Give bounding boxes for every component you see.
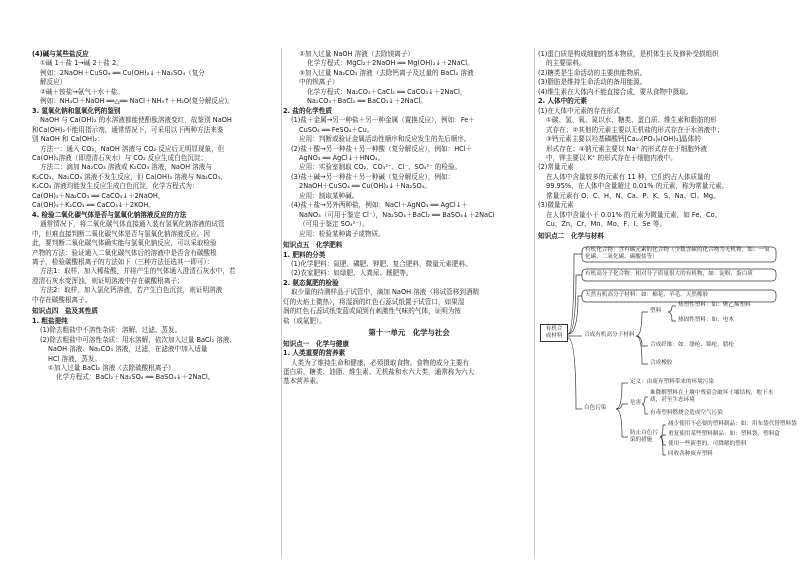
equation: AgNO₃ ══ AgCl↓＋HNO₃。 xyxy=(299,153,385,162)
text-line: K₂CO₃、Na₂CO₃ 溶液不发生反应，但 Ca(OH)₂ 溶液与 Na₂CO₃、 xyxy=(32,172,227,181)
mind-map-node: 危害 xyxy=(630,400,642,407)
text-line: K₂CO₃ 溶液均能发生反应生成白色沉淀，化学方程式为： xyxy=(32,182,199,191)
knowledge-point-heading: 知识点五 化学肥料 xyxy=(283,241,343,250)
text-line: NaOH 溶液、Na₂CO₃ 溶液，过滤，在滤液中加入适量 xyxy=(48,345,208,354)
mind-map-node: 合成橡胶 xyxy=(650,360,673,367)
text-line: (2)常量元素 xyxy=(538,163,574,172)
text-line: 盐（或氮肥）。 xyxy=(283,316,326,325)
mind-map-node: 有机化合物：含有碳元素的化合物（少数含碳的化合物为无机物，如：一氧化碳、二氧化碳、碳酸盐等） xyxy=(585,247,770,261)
text-line: ①碳、氢、氧、氮以水、糖类、蛋白质、维生素和脂肪的形 xyxy=(546,116,717,125)
mind-map-root: 有机合成材料 xyxy=(540,324,568,342)
equation: Ca(OH)₂＋Na₂CO₃ ══ CaCO₃↓＋2NaOH， xyxy=(32,191,165,200)
text-line: (3)盐＋碱→另一种盐＋另一种碱（复分解反应），例如： xyxy=(291,172,455,181)
mind-map-node: 热固性塑料：如：电木 xyxy=(678,317,734,324)
text-line: 澄清石灰水变浑浊，则证明溶液中存在碳酸根离子； xyxy=(32,276,184,285)
text-line: 方法1：取样，加入稀盐酸，并将产生的气体通入澄清石灰水中，若 xyxy=(40,267,236,276)
text-line: (1)在人体中元素的存在形式 xyxy=(538,106,620,115)
section-heading: 2. 盐的化学性质 xyxy=(283,106,332,115)
text-line: 形式存在；④钠元素主要以 Na⁺ 的形式存在于细胞外液 xyxy=(546,144,708,153)
text-line: (3)脂肪是维持生命活动的备用能源。 xyxy=(538,78,647,87)
text-line: Cu、Zn、Cr、Mn、Mo、F、I、Se 等。 xyxy=(546,220,666,229)
mind-map-node: 难降解塑料在土壤中残留会破坏土壤结构，地下水质，甚至生态环境 xyxy=(650,390,774,404)
knowledge-point-heading: 知识点一 化学与健康 xyxy=(283,339,349,348)
equation: Na₂CO₃＋BaCl₂ ══ BaCO₃↓＋2NaCl。 xyxy=(307,97,427,106)
mind-map-node: 塑料 xyxy=(650,308,662,315)
text-line: 方法二：滴加 Na₂CO₃ 溶液或 K₂CO₃ 溶液，NaOH 溶液与 xyxy=(40,163,212,172)
mind-map-node: 定义：由废弃塑料带来的环境污染 xyxy=(630,379,714,386)
text-line: 基本营养素。 xyxy=(283,377,323,386)
text-line: 产物的方法：验证通入二氧化碳气体后的溶液中是否含有碳酸根 xyxy=(32,248,217,257)
text-line: (4)盐＋盐→另外两种盐，例如：NaCl＋AgNO₃ ══ AgCl↓＋ xyxy=(291,201,468,210)
text-line: 方法一：通入 CO₂，NaOH 溶液与 CO₂ 反应后无明显现象，但 xyxy=(40,144,225,153)
equation: 化学方程式：MgCl₂＋2NaOH ══ Mg(OH)₂↓＋2NaCl。 xyxy=(307,59,474,68)
equation: CuSO₄ ══ FeSO₄＋Cu。 xyxy=(299,125,374,134)
mind-map-node: 使用一些新型的、可降解的塑料 xyxy=(668,441,747,448)
knowledge-point-heading: 知识点四 盐及其性质 xyxy=(32,307,98,316)
text-line: (1)盐＋金属→另一种盐＋另一种金属（置换反应），例如：Fe＋ xyxy=(291,116,475,125)
text-line: (2)盐＋酸→另一种盐＋另一种酸（复分解反应），例如：HCl＋ xyxy=(291,144,473,153)
mind-map-node: 有机高分子化合物：相对分子质量很大的有机物，如：淀粉、蛋白质 xyxy=(585,271,753,278)
section-heading: 3. 氢氧化钠和氢氧化钙的鉴别 xyxy=(32,106,121,115)
section-heading: 1. 人类重要的营养素 xyxy=(283,349,346,358)
mind-map-node: 天然有机高分子材料：如：棉花、羊毛、天然橡胶 xyxy=(585,292,709,299)
mind-map-node: 回收各种废弃塑料 xyxy=(668,451,713,458)
text-line: 蛋白质、糖类、油脂、维生素、无机盐和水六大类，通常称为六大 xyxy=(283,367,475,376)
text-line: ②碱＋铵盐→氨气＋水＋盐。 xyxy=(40,87,124,96)
text-line: 通常情况下，将二氧化碳气体直接通入装有氢氧化钠溶液的试管 xyxy=(40,220,225,229)
section-heading: 1. 肥料的分类 xyxy=(283,250,326,259)
text-line: (3)微量元素 xyxy=(538,201,574,210)
text-line: NaOH 与 Ca(OH)₂ 的水溶液都能使酚酞溶液变红，故鉴别 NaOH xyxy=(40,116,232,125)
text-line: 中的钡离子） xyxy=(299,78,339,87)
text-line: 99.95%，在人体中含量超过 0.01% 的元素，称为常量元素。 xyxy=(546,182,729,191)
text-line: 应用：判断或验证金属活动性顺序和反应发生的先后顺序。 xyxy=(299,135,471,144)
column-3 xyxy=(538,50,797,464)
text-line: 应用：实验室制取 CO₂、CO₃²⁻、Cl⁻、SO₄²⁻ 的检验。 xyxy=(299,163,462,172)
mind-map-node: 重复使用某些塑料制品：如：塑料袋、塑料盒 xyxy=(668,431,780,438)
text-line: 取少量的待测样品于试管中，滴加 NaOH 溶液（将试管移到酒精 xyxy=(291,288,480,297)
text-line: ①加入过量 BaCl₂ 溶液（去除硫酸根离子） xyxy=(48,363,175,372)
text-line: ②加入过量 NaOH 溶液（去除镁离子） xyxy=(299,50,414,58)
text-line: 离子，检验碳酸根离子的方法如下（三种方法任选其一即可）： xyxy=(32,257,214,266)
mind-map-node: 热塑性塑料：如：聚乙烯塑料 xyxy=(678,302,751,309)
text-line: ③钙元素主要以羟基磷酸钙[Ca₁₀(PO₄)₆(OH)₂]晶体的 xyxy=(546,135,701,144)
text-line: NaNO₃（可用于鉴定 Cl⁻），Na₂SO₄＋BaCl₂ ══ BaSO₄↓＋2NaCl xyxy=(299,210,495,219)
mind-map-node: 防止白色污染的措施 xyxy=(630,430,658,444)
text-line: 中，但难直接判断二氧化碳气体是否与氢氧化钠溶液反应。因 xyxy=(32,229,211,238)
mind-map-node: 合成纤维：如：涤纶、锦纶、腈纶 xyxy=(650,342,734,349)
text-line: 的主要原料。 xyxy=(546,59,586,68)
section-heading: 2. 氨态氮肥的检验 xyxy=(283,278,339,287)
text-line: 中，钾主要以 K⁺ 的形式存在于细胞内液中。 xyxy=(546,153,677,162)
text-line: (4)维生素在人体内不能直接合成，要从食物中摄取。 xyxy=(538,87,693,96)
section-heading: 4. 检验二氧化碳气体是否与氢氧化钠溶液反应的方法 xyxy=(32,210,187,219)
text-line: 此，要判断二氧化碳气体确实能与氢氧化钠反应，可以采取检验 xyxy=(32,239,217,248)
text-line: 解反应） xyxy=(40,78,67,87)
text-line: HCl 溶液，蒸发。 xyxy=(48,354,102,363)
text-line: (1)除去粗盐中不溶性杂质：溶解、过滤、蒸发。 xyxy=(40,326,182,335)
text-line: 常量元素有 O、C、H、N、Ca、P、K、S、Na、Cl、Mg。 xyxy=(546,191,720,200)
mind-map-node: 减少使用不必要的塑料制品：如：用布袋代替塑料袋 xyxy=(668,421,797,428)
mind-map-node: 有毒塑料燃烧会造成空气污染 xyxy=(650,410,723,417)
text-line: 在人体中含量较多的元素有 11 种，它们约占人体质量的 xyxy=(546,172,711,181)
materials-mind-map xyxy=(538,244,797,464)
section-heading: 2. 人体中的元素 xyxy=(538,97,587,106)
text-line: Ca(OH)₂溶液（即澄清石灰水）与 CO₂ 反应生成白色沉淀； xyxy=(32,153,208,162)
column-2 xyxy=(283,50,535,387)
text-line: 和Ca(OH)₂不能用指示剂，通常情况下，可采用以下两种方法来鉴 xyxy=(32,125,224,134)
text-line: 中存在碳酸根离子。 xyxy=(32,295,92,304)
text-line: 例如：2NaOH＋CuSO₄ ══ Cu(OH)₂↓＋Na₂SO₄（复分 xyxy=(40,68,205,77)
text-line: (2)糖类是生命活动的主要供能物质。 xyxy=(538,68,647,77)
text-line: 例如：NH₄Cl＋NaOH ══△══ NaCl＋NH₃↑＋H₂O(复分解反应)。 xyxy=(40,97,234,106)
text-line: (4)碱与某些盐反应 xyxy=(32,50,89,58)
mind-map-node: 白色污染 xyxy=(584,405,607,412)
text-line: 在人体中含量小于 0.01% 的元素为微量元素，如 Fe、Co、 xyxy=(546,210,722,219)
equation: 2NaOH＋CuSO₄ ══ Cu(OH)₂↓＋Na₂SO₄。 xyxy=(299,182,431,191)
text-line: 应用：制取某种碱。 xyxy=(299,191,359,200)
unit-title: 第十一单元 化学与社会 xyxy=(368,328,450,338)
text-line: 式存在；②其他的元素主要以无机盐的形式存在于水溶液中； xyxy=(546,125,724,134)
text-line: 灯的火焰上微热），将湿润的红色石蕊试纸置于试管口，如果湿 xyxy=(283,297,465,306)
text-line: 方法2：取样，加入氯化钙溶液，若产生白色沉淀，则证明溶液 xyxy=(40,286,223,295)
text-line: （可用于鉴定 SO₄²⁻）。 xyxy=(299,220,369,229)
text-line: (1)化学肥料：氮肥、磷肥、钾肥、复合肥料、微量元素肥料。 xyxy=(291,259,472,268)
text-line: 润的红色石蕊试纸变蓝或闻到有刺激性气味的气体，证明为铵 xyxy=(283,307,462,316)
equation: 化学方程式：BaCl₂＋Na₂SO₄ ══ BaSO₄↓＋2NaCl。 xyxy=(56,373,215,382)
column-1 xyxy=(32,50,284,383)
knowledge-point-heading: 知识点二 化学与材料 xyxy=(538,231,604,240)
equation: Ca(OH)₂＋K₂CO₃ ══ CaCO₃↓＋2KOH。 xyxy=(32,201,155,210)
section-heading: 1. 粗盐提纯 xyxy=(32,316,68,325)
text-line: 人类为了维持生命和健康，必须摄取食物。食物的成分主要有 xyxy=(291,358,470,367)
mind-map-node: 合成有机高分子材料 xyxy=(584,332,635,339)
text-line: 别 NaOH 和 Ca(OH)₂： xyxy=(32,135,104,144)
text-line: 应用：检验某种离子或物质。 xyxy=(299,229,385,238)
text-line: ①碱 1＋盐 1→碱 2＋盐 2。 xyxy=(40,59,123,68)
text-line: (1)蛋白质是构成细胞的基本物质，是机体生长及修补受损组织 xyxy=(538,50,719,58)
text-line: (2)农家肥料：如绿肥、人粪尿、厩肥等。 xyxy=(291,269,413,278)
text-line: ③加入过量 Na₂CO₃ 溶液（去除钙离子及过量的 BaCl₂ 溶液 xyxy=(299,68,474,77)
equation: 化学方程式：Na₂CO₃＋CaCl₂ ══ CaCO₃↓＋2NaCl， xyxy=(307,87,467,96)
text-line: (2)除去粗盐中可溶性杂质：用水溶解，依次加入过量 BaCl₂ 溶液、 xyxy=(40,335,237,344)
